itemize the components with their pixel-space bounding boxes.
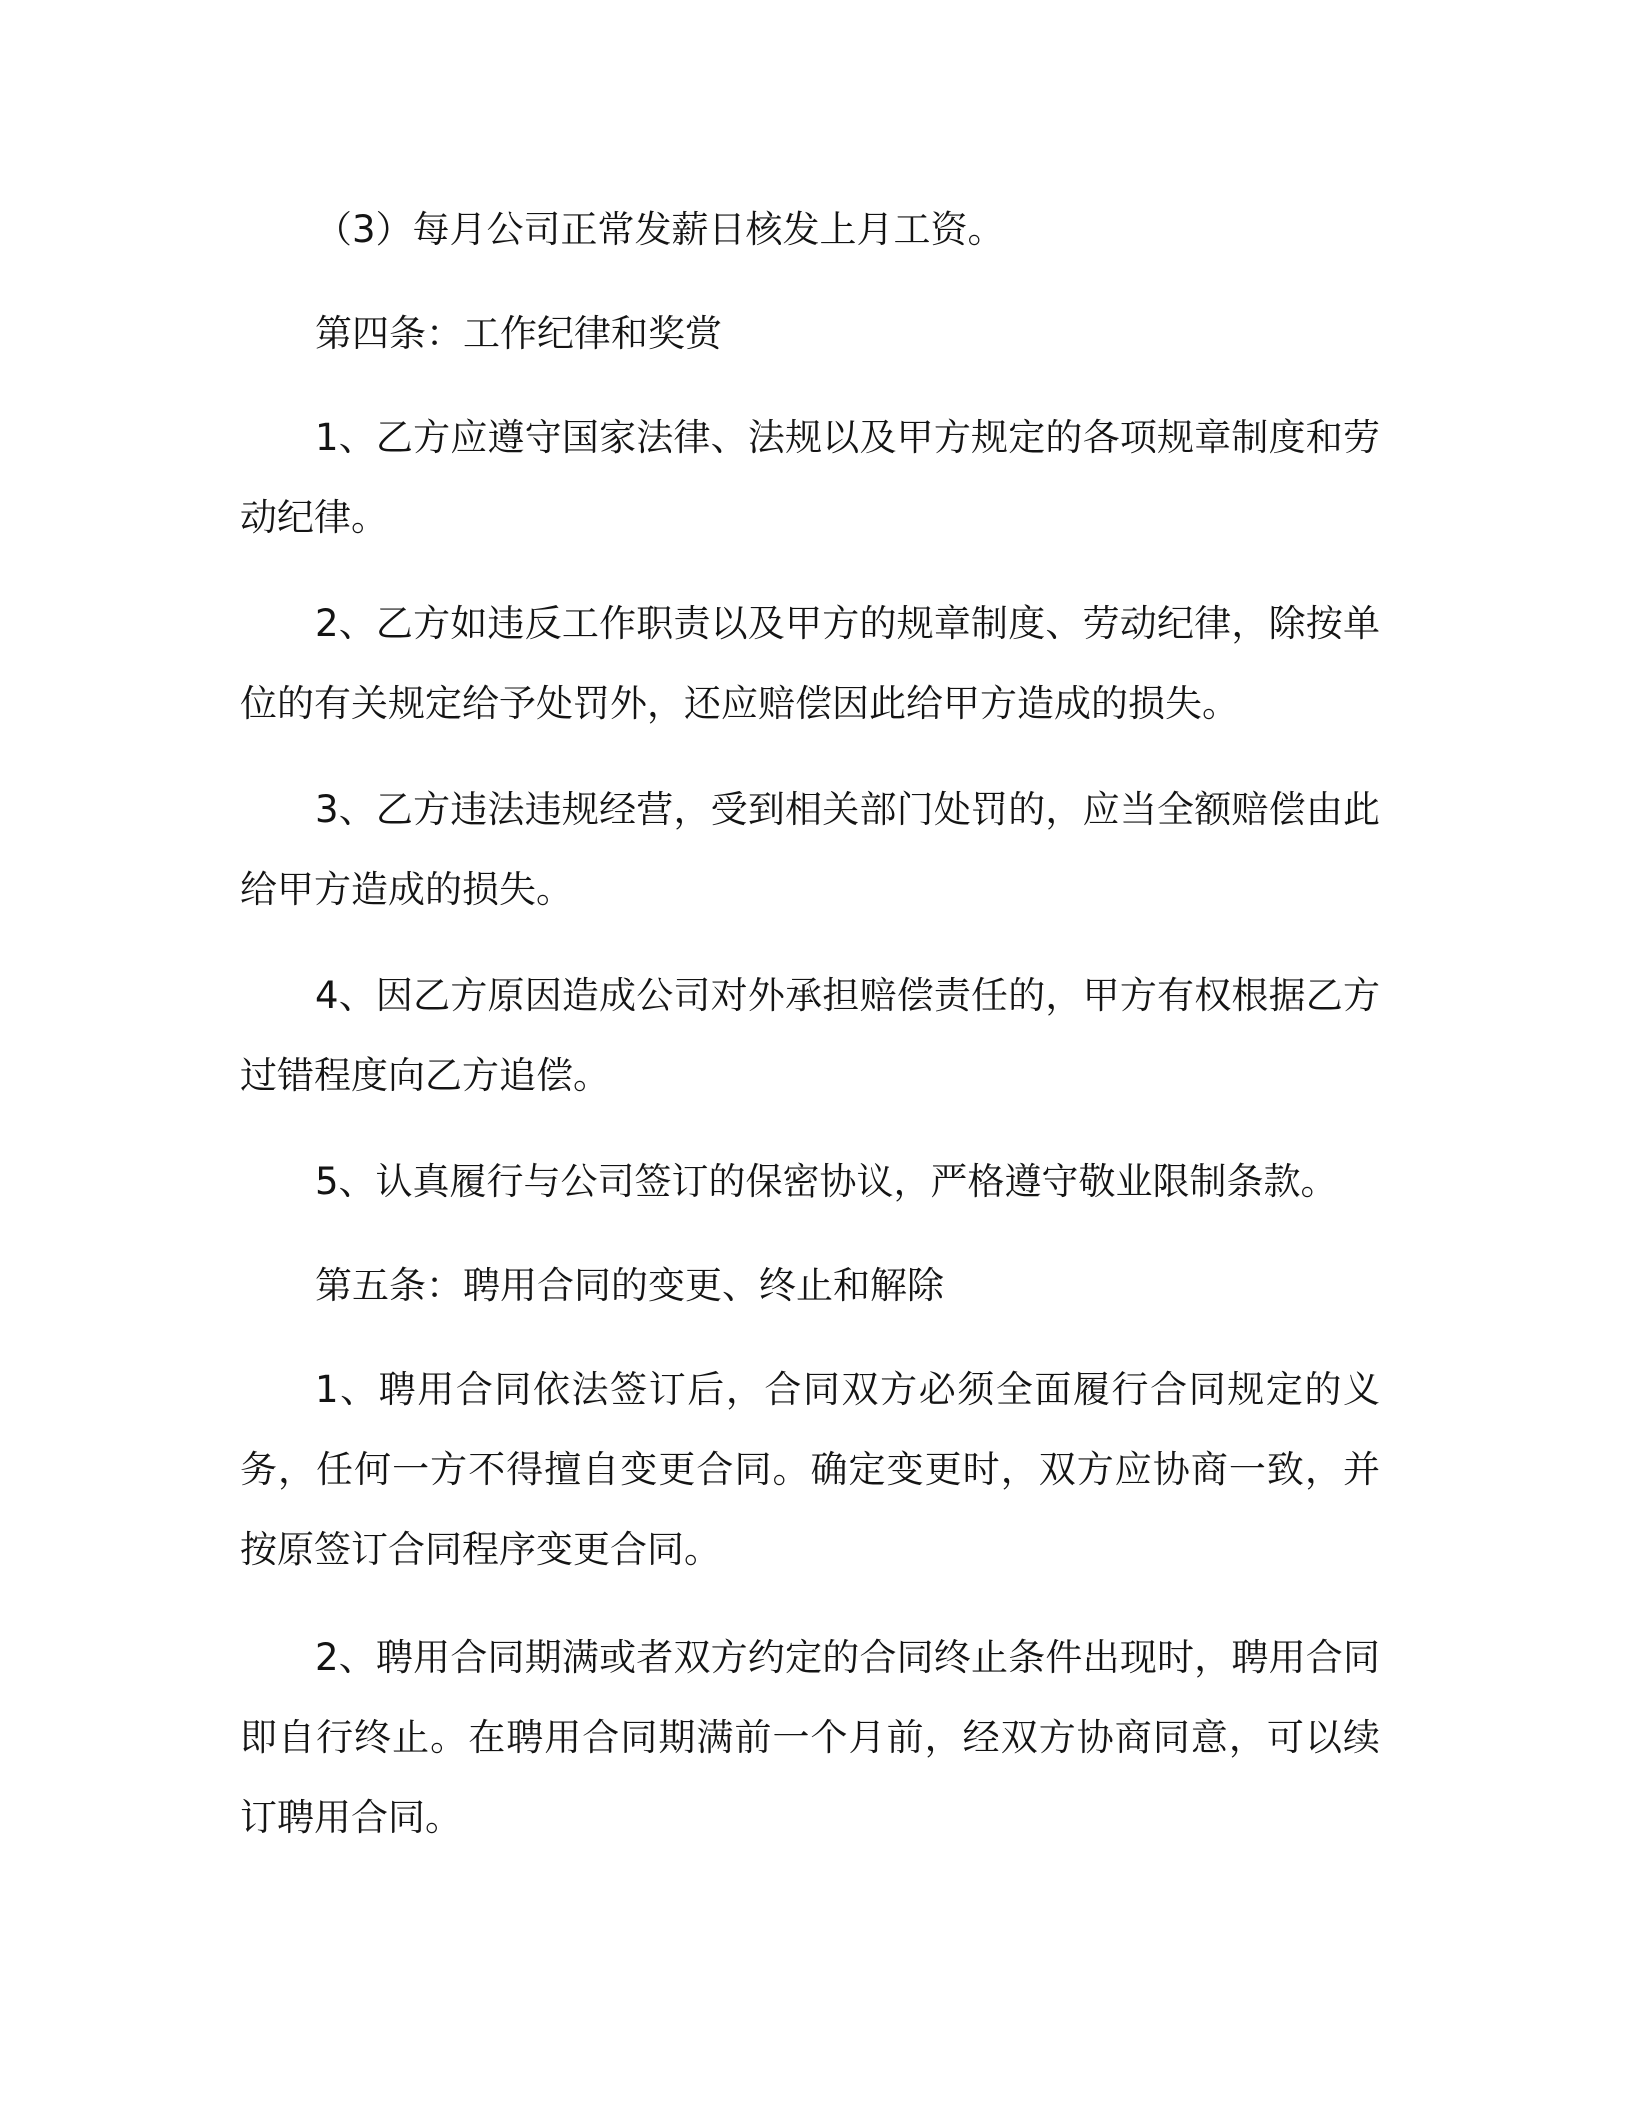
article-5-item-2: 2、聘用合同期满或者双方约定的合同终止条件出现时，聘用合同即自行终止。在聘用合同期满前一个月前，经双方协商同意，可以续订聘用合同。 bbox=[240, 1636, 1380, 1839]
article-5-item-1: 1、聘用合同依法签订后，合同双方必须全面履行合同规定的义务，任何一方不得擅自变更合同。确定变更时，双方应协商一致，并按原签订合同程序变更合同。 bbox=[240, 1368, 1380, 1571]
article-4-item-5: 5、认真履行与公司签订的保密协议，严格遵守敬业限制条款。 bbox=[315, 1160, 1338, 1203]
article-4-heading: 第四条：工作纪律和奖赏 bbox=[315, 312, 722, 355]
article-4-item-4: 4、因乙方原因造成公司对外承担赔偿责任的，甲方有权根据乙方过错程度向乙方追偿。 bbox=[240, 974, 1380, 1097]
document-body bbox=[240, 190, 1380, 1858]
article-4-item-2: 2、乙方如违反工作职责以及甲方的规章制度、劳动纪律，除按单位的有关规定给予处罚外，还应赔偿因此给甲方造成的损失。 bbox=[240, 602, 1380, 725]
article-5-heading: 第五条：聘用合同的变更、终止和解除 bbox=[315, 1264, 944, 1307]
salary-payment-clause: （3）每月公司正常发薪日核发上月工资。 bbox=[315, 208, 1005, 251]
article-4-item-3: 3、乙方违法违规经营，受到相关部门处罚的，应当全额赔偿由此给甲方造成的损失。 bbox=[240, 788, 1380, 911]
article-4-item-1: 1、乙方应遵守国家法律、法规以及甲方规定的各项规章制度和劳动纪律。 bbox=[240, 416, 1380, 539]
